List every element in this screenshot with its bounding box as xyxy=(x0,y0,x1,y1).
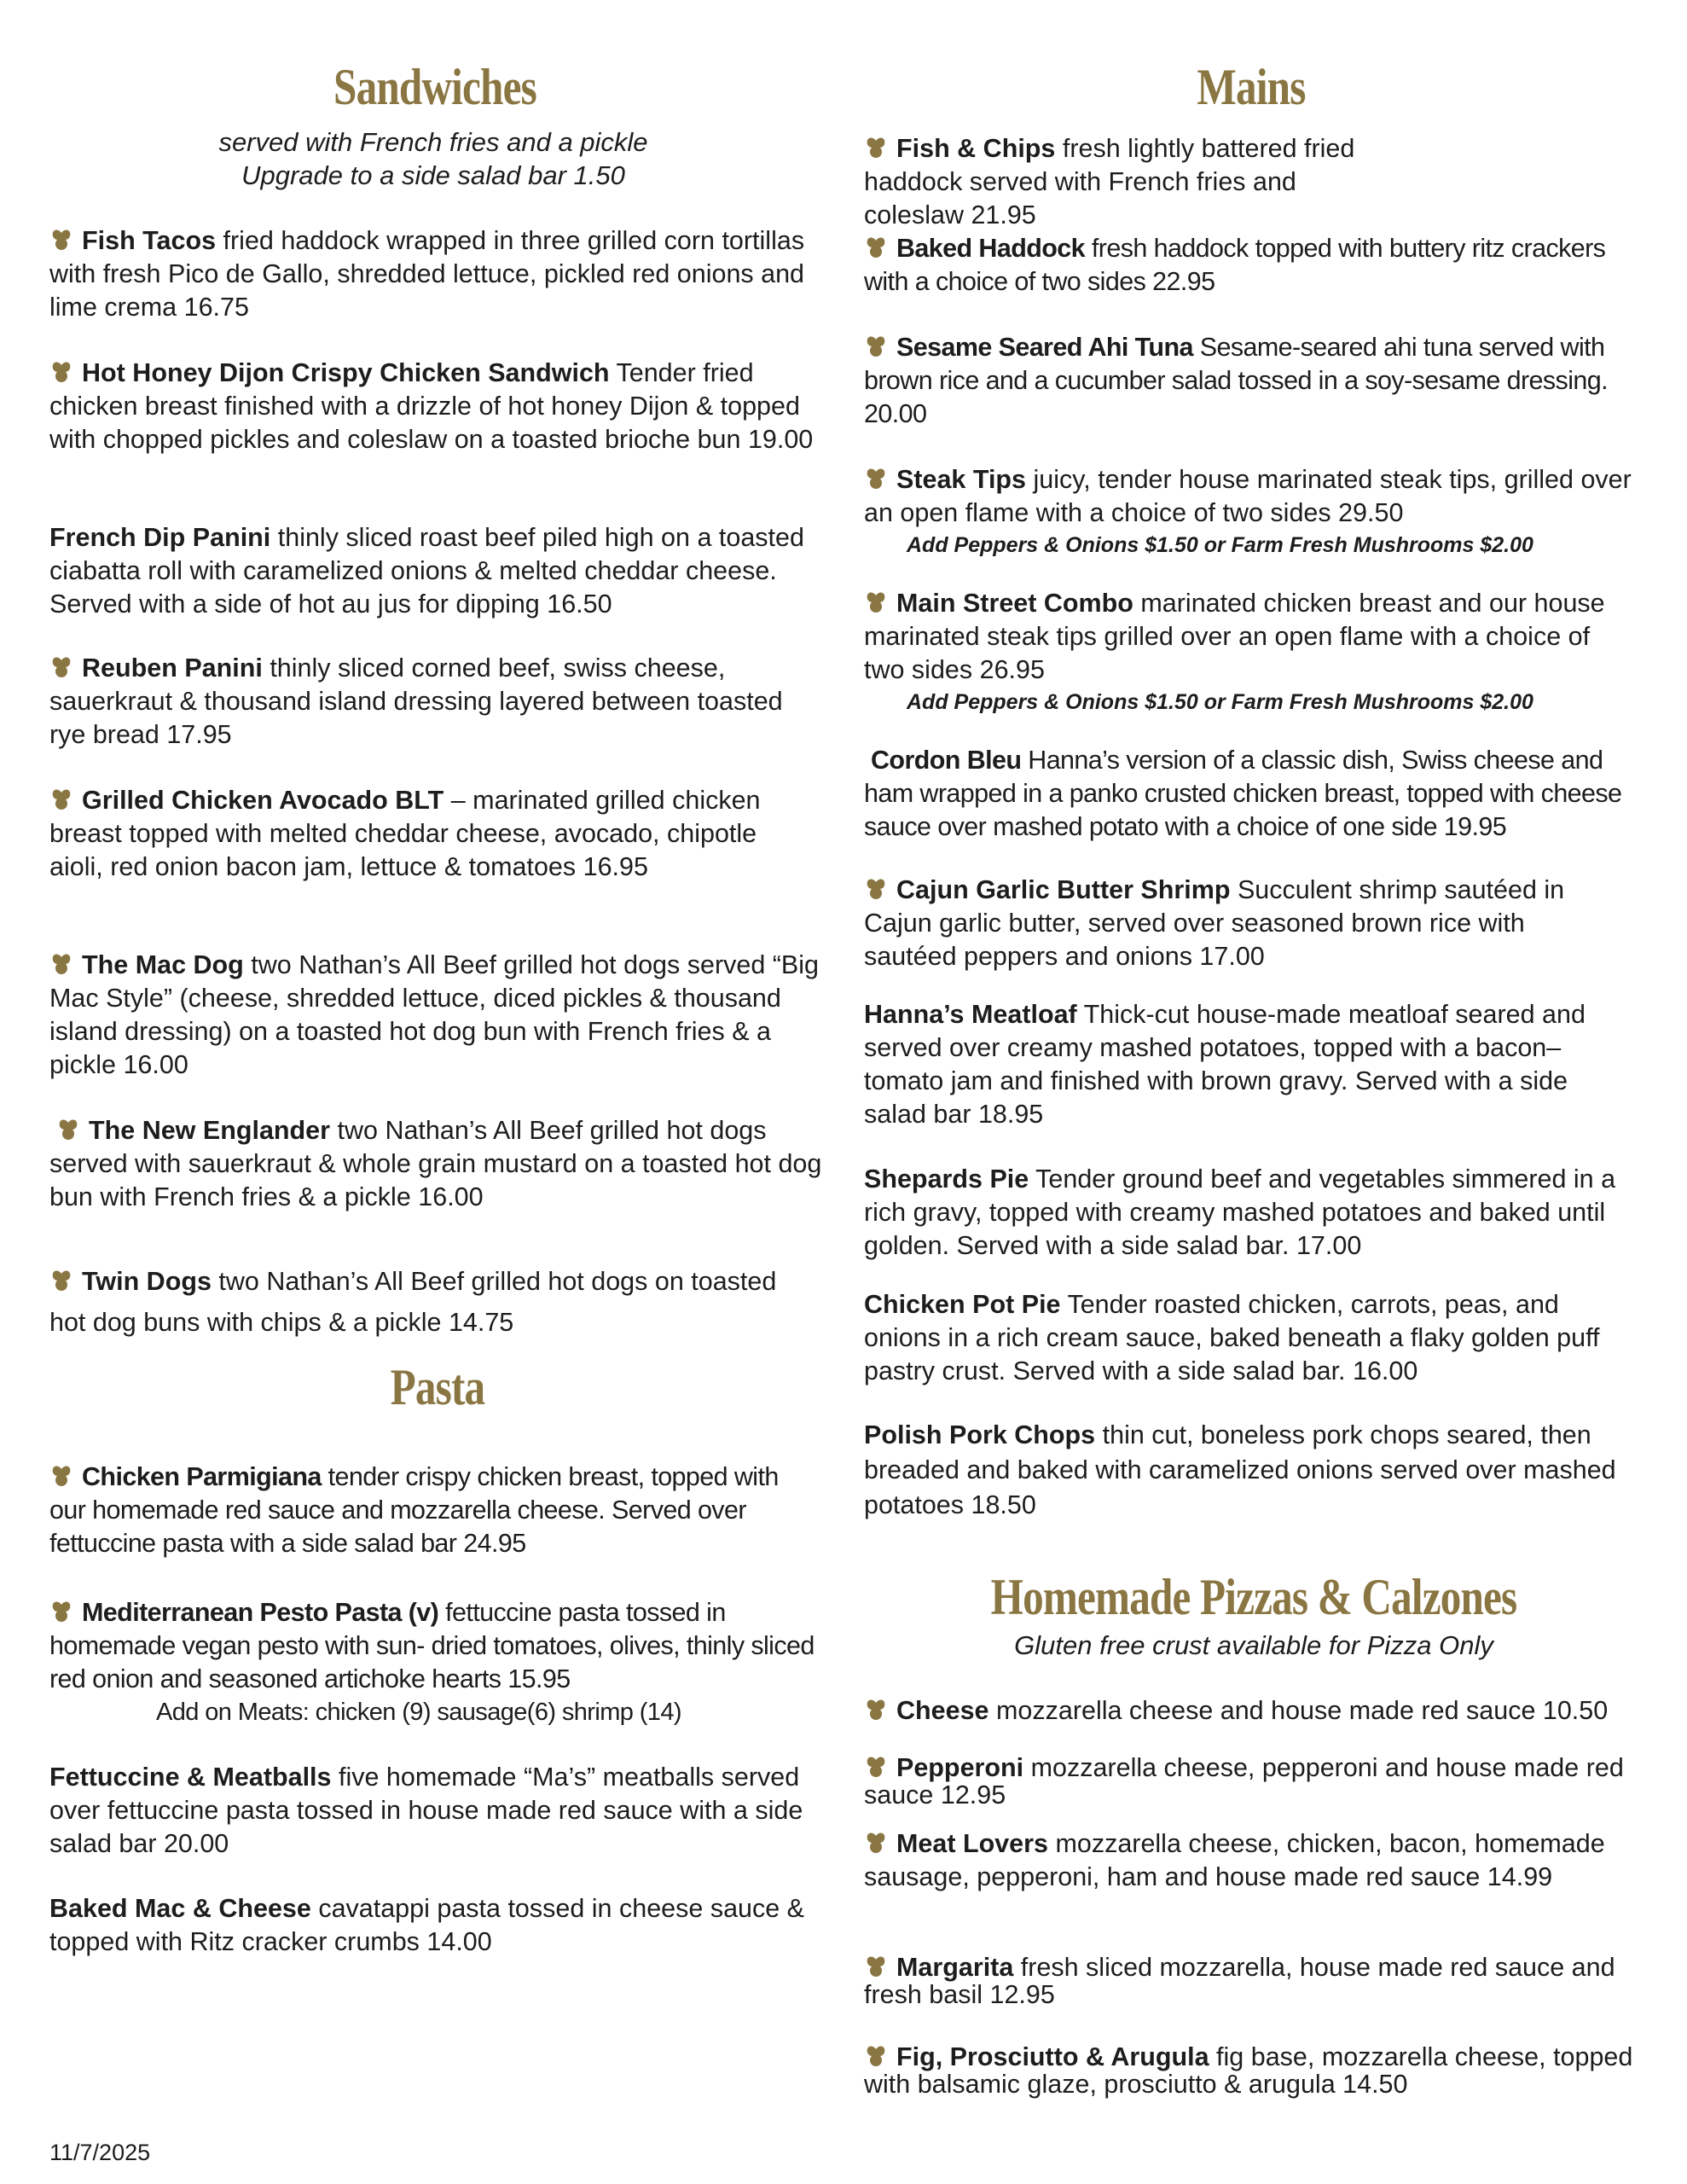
item-name: Hanna’s Meatloaf xyxy=(864,1000,1077,1029)
pizzas-heading: Homemade Pizzas & Calzones xyxy=(990,1569,1517,1625)
leaf-icon xyxy=(864,2044,888,2068)
leaf-icon xyxy=(49,952,73,976)
item-name: Twin Dogs xyxy=(82,1267,212,1296)
menu-item-meat-lovers-pizza xyxy=(864,1827,1632,1894)
menu-item-hot-honey-chicken xyxy=(49,357,817,456)
item-description: fresh sliced mozzarella, house made red sauce and fresh basil 12.95 xyxy=(864,1953,1615,2009)
item-description: juicy, tender house marinated steak tips, grilled over an open flame with a choice of two sides 29.50 xyxy=(864,465,1632,527)
menu-item-fettuccine-meatballs xyxy=(49,1761,817,1861)
leaf-icon xyxy=(864,334,888,358)
item-name: Sesame Seared Ahi Tuna xyxy=(896,333,1193,362)
item-name: Chicken Pot Pie xyxy=(864,1290,1061,1319)
leaf-icon xyxy=(864,467,888,491)
meat-addon-note: Add on Meats: chicken (9) sausage(6) shrimp (14) xyxy=(156,1699,681,1726)
menu-item-chicken-pot-pie xyxy=(864,1288,1632,1388)
menu-item-baked-haddock xyxy=(864,232,1649,299)
item-description: two Nathan’s All Beef grilled hot dogs on toasted hot dog buns with chips & a pickle 14.75 xyxy=(49,1267,777,1337)
item-description: marinated chicken breast and our house marinated steak tips grilled over an open flame with a choice of two sides 26.95 xyxy=(864,589,1605,684)
item-description: thin cut, boneless pork chops seared, then breaded and baked with caramelized onions served over mashed potatoes 18.50 xyxy=(864,1420,1616,1519)
item-description: Succulent shrimp sautéed in Cajun garlic butter, served over seasoned brown rice with sautéed peppers and onions 17.00 xyxy=(864,875,1565,971)
menu-item-pesto-pasta xyxy=(49,1596,834,1728)
item-description: mozzarella cheese, chicken, bacon, homemade sausage, pepperoni, ham and house made red sauce 14.99 xyxy=(864,1829,1605,1891)
addon-note: Add Peppers & Onions $1.50 or Farm Fresh Mushrooms $2.00 xyxy=(907,690,1533,714)
item-name: Mediterranean Pesto Pasta (v) xyxy=(82,1598,439,1627)
menu-item-pepperoni-pizza xyxy=(864,1754,1649,1809)
item-name: Cordon Bleu xyxy=(871,746,1022,775)
menu-item-meatloaf xyxy=(864,998,1632,1131)
menu-item-fish-tacos xyxy=(49,224,817,324)
item-name: Pepperoni xyxy=(896,1753,1024,1782)
item-description: fig base, mozzarella cheese, topped with balsamic glaze, prosciutto & arugula 14.50 xyxy=(864,2042,1633,2099)
leaf-icon xyxy=(864,877,888,901)
menu-item-baked-mac-cheese xyxy=(49,1892,834,1959)
menu-item-main-street-combo xyxy=(864,587,1632,717)
menu-item-cordon-bleu xyxy=(864,744,1649,844)
leaf-icon xyxy=(864,136,888,160)
item-name: Baked Mac & Cheese xyxy=(49,1894,311,1923)
menu-item-cheese-pizza xyxy=(864,1694,1649,1728)
item-description: mozzarella cheese and house made red sauce 10.50 xyxy=(988,1696,1609,1725)
sandwiches-heading: Sandwiches xyxy=(333,59,536,115)
item-description: tender crispy chicken breast, topped with our homemade red sauce and mozzarella cheese. Served over fettuccine pasta with a side salad bar 24.95 xyxy=(49,1462,779,1558)
addon-note: Add Peppers & Onions $1.50 or Farm Fresh Mushrooms $2.00 xyxy=(907,533,1533,557)
menu-item-shepards-pie xyxy=(864,1163,1649,1263)
leaf-icon xyxy=(49,1600,73,1623)
menu-item-cajun-shrimp xyxy=(864,874,1615,973)
item-description: Tender roasted chicken, carrots, peas, and onions in a rich cream sauce, baked beneath a flaky golden puff pastry crust. Served with a side salad bar. 16.00 xyxy=(864,1290,1600,1385)
mains-heading: Mains xyxy=(1197,59,1306,115)
leaf-icon xyxy=(49,1269,73,1292)
sandwiches-subtitle-1: served with French fries and a pickle xyxy=(218,127,648,157)
item-name: Reuben Panini xyxy=(82,653,263,682)
item-description: fettuccine pasta tossed in homemade vegan pesto with sun- dried tomatoes, olives, thinly sliced red onion and seasoned artichoke hearts 15.95 xyxy=(49,1598,815,1693)
item-description: Tender ground beef and vegetables simmered in a rich gravy, topped with creamy mashed potatoes and baked until golden. Served with a side salad bar. 17.00 xyxy=(864,1165,1616,1260)
item-name: Margarita xyxy=(896,1953,1014,1982)
item-description: fresh haddock topped with buttery ritz crackers with a choice of two sides 22.95 xyxy=(864,234,1606,296)
menu-item-avocado-blt xyxy=(49,784,817,884)
leaf-icon xyxy=(864,1755,888,1779)
menu-item-margarita-pizza xyxy=(864,1954,1649,2008)
menu-item-fish-chips xyxy=(864,132,1359,232)
pizzas-subtitle: Gluten free crust available for Pizza Only xyxy=(1014,1630,1493,1660)
sandwiches-subtitle-2: Upgrade to a side salad bar 1.50 xyxy=(241,160,625,190)
item-name: Cheese xyxy=(896,1696,989,1725)
item-description: cavatappi pasta tossed in cheese sauce & topped with Ritz cracker crumbs 14.00 xyxy=(49,1894,805,1956)
leaf-icon xyxy=(49,360,73,384)
leaf-icon xyxy=(864,1955,888,1978)
item-description: Hanna’s version of a classic dish, Swiss cheese and ham wrapped in a panko crusted chicken breast, topped with cheese sauce over mashed potato with a choice of one side 19.95 xyxy=(864,746,1622,841)
item-name: Hot Honey Dijon Crispy Chicken Sandwich xyxy=(82,358,610,387)
item-name: Baked Haddock xyxy=(896,234,1086,263)
leaf-icon xyxy=(49,1464,73,1488)
menu-date: 11/7/2025 xyxy=(49,2140,151,2165)
menu-item-ahi-tuna xyxy=(864,331,1632,431)
item-name: Steak Tips xyxy=(896,465,1027,494)
pasta-heading: Pasta xyxy=(390,1359,485,1415)
item-description: two Nathan’s All Beef grilled hot dogs served with sauerkraut & whole grain mustard on a toasted hot dog bun with French fries & a pickle 16.00 xyxy=(49,1116,822,1211)
menu-item-steak-tips xyxy=(864,463,1632,561)
item-name: Fish & Chips xyxy=(896,134,1056,163)
leaf-icon xyxy=(49,655,73,679)
menu-item-mac-dog xyxy=(49,949,834,1082)
leaf-icon xyxy=(864,1831,888,1855)
item-description: fried haddock wrapped in three grilled corn tortillas with fresh Pico de Gallo, shredded lettuce, pickled red onions and lime crema 16.75 xyxy=(49,226,805,322)
menu-item-twin-dogs xyxy=(49,1261,817,1343)
leaf-icon xyxy=(864,590,888,614)
menu-item-pork-chops xyxy=(864,1418,1666,1523)
item-name: Chicken Parmigiana xyxy=(82,1462,322,1491)
leaf-icon xyxy=(49,787,73,811)
item-description: thinly sliced roast beef piled high on a toasted ciabatta roll with caramelized onions & melted cheddar cheese. Served with a side of hot au jus for dipping 16.50 xyxy=(49,523,804,619)
item-name: Fettuccine & Meatballs xyxy=(49,1763,332,1792)
leaf-icon xyxy=(49,228,73,252)
item-description: two Nathan’s All Beef grilled hot dogs served “Big Mac Style” (cheese, shredded lettuce, diced pickles & thousand island dressing) on a toasted hot dog bun with French fries & a pickle 16.00 xyxy=(49,950,819,1079)
menu-item-reuben xyxy=(49,652,817,752)
item-description: Sesame-seared ahi tuna served with brown rice and a cucumber salad tossed in a soy-sesame dressing. 20.00 xyxy=(864,333,1608,428)
item-name: The New Englander xyxy=(89,1116,331,1145)
menu-item-french-dip xyxy=(49,521,817,621)
item-name: Polish Pork Chops xyxy=(864,1420,1096,1449)
item-name: Shepards Pie xyxy=(864,1165,1029,1194)
item-name: Fish Tacos xyxy=(82,226,217,255)
menu-item-fig-prosciutto-pizza xyxy=(864,2043,1649,2098)
menu-item-chicken-parmigiana xyxy=(49,1461,817,1560)
item-description: mozzarella cheese, pepperoni and house made red sauce 12.95 xyxy=(864,1753,1624,1809)
item-name: Fig, Prosciutto & Arugula xyxy=(896,2042,1209,2071)
item-description: – marinated grilled chicken breast topped with melted cheddar cheese, avocado, chipotle aioli, red onion bacon jam, lettuce & tomatoes 16.95 xyxy=(49,786,761,881)
menu-item-new-englander xyxy=(49,1114,834,1214)
item-name: The Mac Dog xyxy=(82,950,244,979)
leaf-icon xyxy=(864,235,888,259)
leaf-icon xyxy=(864,1698,888,1722)
item-name: Main Street Combo xyxy=(896,589,1133,618)
item-description: Thick-cut house-made meatloaf seared and served over creamy mashed potatoes, topped with a bacon–tomato jam and finished with brown gravy. Served with a side salad bar 18.95 xyxy=(864,1000,1586,1129)
item-description: five homemade “Ma’s” meatballs served over fettuccine pasta tossed in house made red sauce with a side salad bar 20.00 xyxy=(49,1763,803,1858)
leaf-icon xyxy=(56,1118,80,1141)
item-description: fresh lightly battered fried haddock served with French fries and coleslaw 21.95 xyxy=(864,134,1355,229)
item-name: Cajun Garlic Butter Shrimp xyxy=(896,875,1231,904)
item-name: Meat Lovers xyxy=(896,1829,1048,1858)
item-description: Tender fried chicken breast finished with a drizzle of hot honey Dijon & topped with chopped pickles and coleslaw on a toasted brioche bun 19.00 xyxy=(49,358,814,454)
item-name: French Dip Panini xyxy=(49,523,271,552)
item-name: Grilled Chicken Avocado BLT xyxy=(82,786,444,815)
item-description: thinly sliced corned beef, swiss cheese, sauerkraut & thousand island dressing layered between toasted rye bread 17.95 xyxy=(49,653,783,749)
